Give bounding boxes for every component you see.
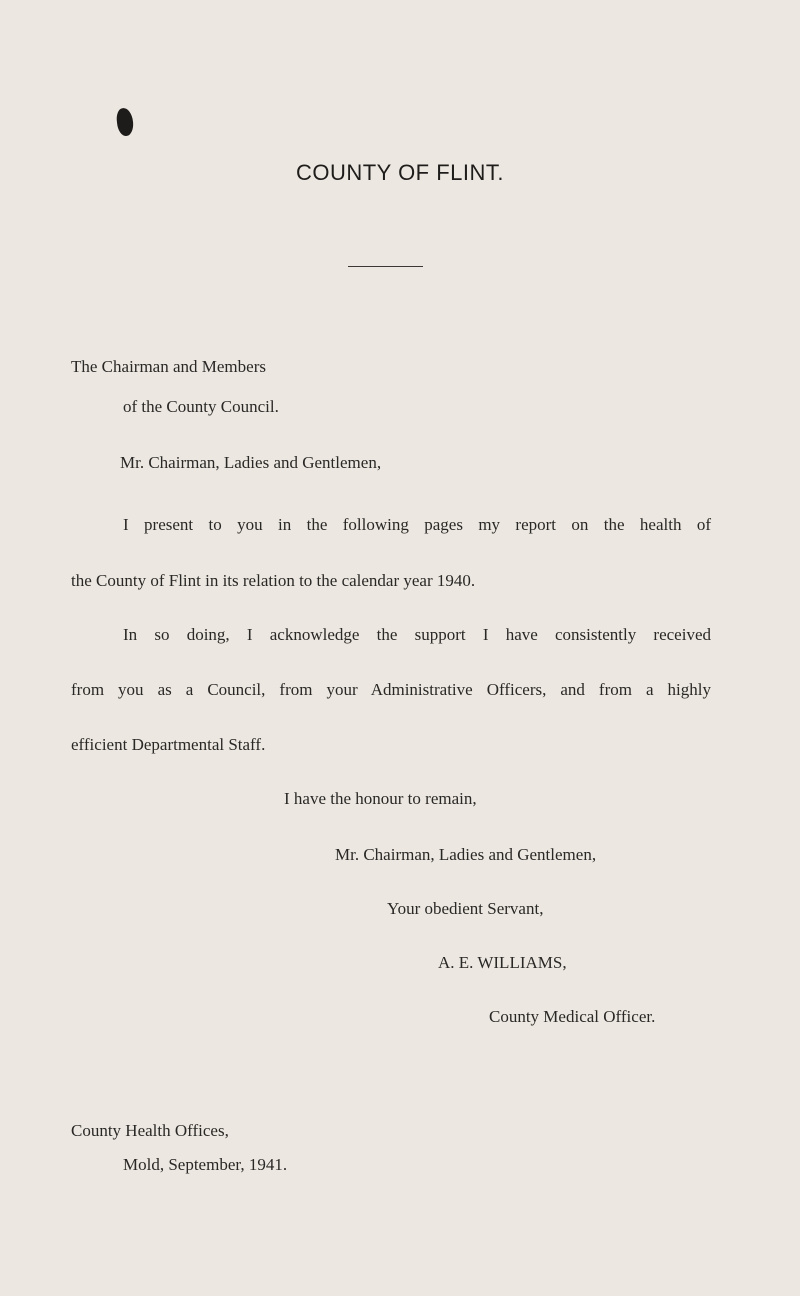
footer-line-2: Mold, September, 1941. (123, 1155, 288, 1174)
paragraph-2-line-1: In so doing, I acknowledge the support I have consistently received (123, 625, 711, 644)
salutation: Mr. Chairman, Ladies and Gentlemen, (120, 453, 382, 472)
closing-line-3: Your obedient Servant, (387, 899, 544, 918)
closing-line-1: I have the honour to remain, (284, 789, 477, 808)
title-divider (348, 266, 423, 267)
document-title: COUNTY OF FLINT. (295, 160, 505, 185)
closing-line-2: Mr. Chairman, Ladies and Gentlemen, (335, 845, 597, 864)
signature-name: A. E. WILLIAMS, (438, 953, 567, 972)
address-line-2: of the County Council. (123, 397, 279, 416)
footer-line-1: County Health Offices, (71, 1121, 229, 1140)
ink-blot-mark (116, 107, 135, 137)
address-line-1: The Chairman and Members (71, 357, 266, 376)
paragraph-2-line-2: from you as a Council, from your Administrative Officers, and from a highly (71, 680, 711, 699)
signature-title: County Medical Officer. (489, 1007, 656, 1026)
paragraph-2-line-3: efficient Departmental Staff. (71, 735, 266, 754)
paragraph-1-line-2: the County of Flint in its relation to the calendar year 1940. (71, 571, 476, 590)
paragraph-1-line-1: I present to you in the following pages my report on the health of (123, 515, 711, 534)
